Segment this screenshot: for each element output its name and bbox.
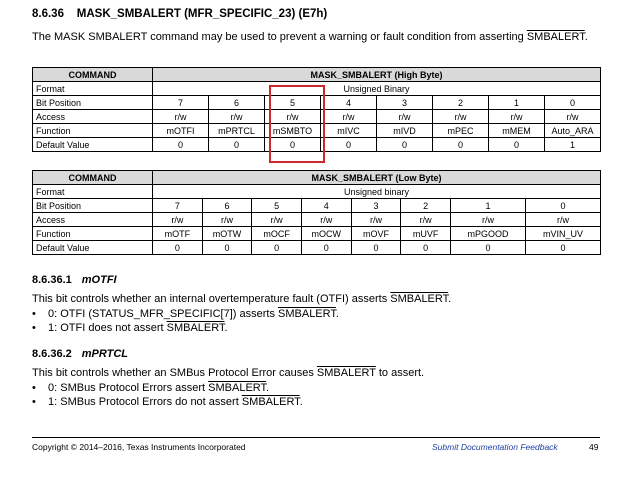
paragraph-text: This bit controls whether an SMBus Protocol Error causes	[32, 367, 317, 379]
smbalert-signal: SMBALERT	[390, 293, 449, 305]
row-label: Format	[33, 185, 153, 199]
table-cell: 0	[451, 241, 526, 255]
table-cell: 0	[526, 199, 601, 213]
subsection-heading-mprtcl	[32, 348, 128, 360]
footer-divider	[32, 437, 600, 438]
subsection-title: mPRTCL	[81, 348, 129, 360]
row-label: Default Value	[33, 138, 153, 152]
subsection-heading-motfi	[32, 274, 117, 286]
table-cell: 0	[153, 138, 209, 152]
intro-paragraph	[32, 31, 600, 44]
header-command: COMMAND	[33, 171, 153, 185]
table-cell: mOTW	[202, 227, 252, 241]
header-command: COMMAND	[33, 68, 153, 82]
table-cell: mPGOOD	[451, 227, 526, 241]
table-cell: 0	[351, 241, 401, 255]
section-heading	[32, 8, 327, 20]
table-cell: r/w	[526, 213, 601, 227]
section-title: MASK_SMBALERT (MFR_SPECIFIC_23) (E7h)	[76, 8, 328, 20]
format-value: Unsigned Binary	[153, 82, 601, 96]
table-cell: mVIN_UV	[526, 227, 601, 241]
table-cell: r/w	[351, 213, 401, 227]
row-label: Bit Position	[33, 96, 153, 110]
subsection-paragraph	[32, 292, 451, 306]
table-cell: 0	[202, 241, 252, 255]
table-cell: r/w	[433, 110, 489, 124]
paragraph-text: This bit controls whether an internal overtemperature fault (OTFI) asserts	[32, 293, 391, 305]
bullet-text: 1: SMBus Protocol Errors do not assert	[48, 396, 242, 408]
feedback-link[interactable]: Submit Documentation Feedback	[432, 442, 558, 452]
table-cell: r/w	[401, 213, 451, 227]
bullet-list	[32, 381, 303, 409]
header-register: MASK_SMBALERT (Low Byte)	[153, 171, 601, 185]
register-table-low-byte	[32, 170, 601, 255]
table-cell: mIVD	[377, 124, 433, 138]
table-cell: mMEM	[489, 124, 545, 138]
table-cell: 0	[526, 241, 601, 255]
table-cell: 4	[301, 199, 351, 213]
table-cell: r/w	[265, 110, 321, 124]
table-cell: mSMBTO	[265, 124, 321, 138]
table-row	[33, 199, 601, 213]
table-cell: mOVF	[351, 227, 401, 241]
row-label: Default Value	[33, 241, 153, 255]
row-label: Access	[33, 110, 153, 124]
table-cell: 7	[153, 96, 209, 110]
table-cell: mOCW	[301, 227, 351, 241]
smbalert-signal: SMBALERT	[278, 308, 336, 320]
table-cell: 1	[545, 138, 601, 152]
table-cell: 0	[489, 138, 545, 152]
table-row	[33, 241, 601, 255]
smbalert-signal: SMBALERT	[166, 322, 225, 334]
bullet-text-end: .	[335, 308, 339, 320]
table-cell: 1	[451, 199, 526, 213]
intro-text-end: .	[584, 31, 588, 43]
bullet-text: 0: OTFI (STATUS_MFR_SPECIFIC[7]) asserts	[48, 308, 279, 320]
table-cell: mUVF	[401, 227, 451, 241]
table-cell: 5	[265, 96, 321, 110]
table-cell: 0	[301, 241, 351, 255]
footer-copyright: Copyright © 2014–2016, Texas Instruments Incorporated	[32, 442, 246, 452]
smbalert-signal: SMBALERT	[208, 382, 267, 394]
table-cell: mOCF	[252, 227, 302, 241]
table-cell: 0	[545, 96, 601, 110]
bullet-text-end: .	[224, 322, 228, 334]
format-value: Unsigned binary	[153, 185, 601, 199]
row-label: Format	[33, 82, 153, 96]
smbalert-signal: SMBALERT	[316, 367, 376, 379]
row-label: Access	[33, 213, 153, 227]
table-cell: mIVC	[321, 124, 377, 138]
table-cell: r/w	[252, 213, 302, 227]
table-cell: 0	[377, 138, 433, 152]
table-cell: 6	[209, 96, 265, 110]
smbalert-signal: SMBALERT	[526, 31, 585, 43]
table-cell: r/w	[202, 213, 252, 227]
intro-text: The MASK SMBALERT command may be used to prevent a warning or fault condition from asserting	[32, 31, 527, 43]
table-cell: 0	[265, 138, 321, 152]
bullet-text-end: .	[266, 382, 270, 394]
table-cell: 6	[202, 199, 252, 213]
table-cell: r/w	[545, 110, 601, 124]
bullet-list	[32, 307, 339, 335]
table-cell: r/w	[153, 213, 203, 227]
list-item	[32, 321, 339, 335]
list-item	[32, 381, 303, 395]
table-row	[33, 213, 601, 227]
bullet-text: 0: SMBus Protocol Errors assert	[48, 382, 209, 394]
list-item	[32, 395, 303, 409]
row-label: Function	[33, 227, 153, 241]
table-cell: 3	[351, 199, 401, 213]
table-cell: mOTF	[153, 227, 203, 241]
table-header-row	[33, 171, 601, 185]
row-label: Bit Position	[33, 199, 153, 213]
table-row	[33, 185, 601, 199]
table-cell: 0	[209, 138, 265, 152]
table-cell: 4	[321, 96, 377, 110]
table-cell: mOTFI	[153, 124, 209, 138]
table-cell: 0	[252, 241, 302, 255]
table-cell: 0	[321, 138, 377, 152]
table-cell: r/w	[377, 110, 433, 124]
table-cell: 0	[433, 138, 489, 152]
table-cell: 3	[377, 96, 433, 110]
subsection-title: mOTFI	[81, 274, 117, 286]
section-number: 8.6.36	[32, 8, 64, 20]
table-cell: r/w	[489, 110, 545, 124]
header-register: MASK_SMBALERT (High Byte)	[153, 68, 601, 82]
subsection-paragraph	[32, 366, 424, 380]
table-cell: r/w	[209, 110, 265, 124]
table-cell: Auto_ARA	[545, 124, 601, 138]
paragraph-text-end: to assert.	[375, 367, 425, 379]
row-label: Function	[33, 124, 153, 138]
table-cell: 7	[153, 199, 203, 213]
table-cell: 5	[252, 199, 302, 213]
page-number: 49	[589, 442, 599, 452]
bullet-text-end: .	[299, 396, 303, 408]
highlight-box-bit5	[269, 85, 325, 163]
paragraph-text-end: .	[448, 293, 452, 305]
table-row	[33, 227, 601, 241]
subsection-number: 8.6.36.1	[32, 274, 72, 286]
table-header-row	[33, 68, 601, 82]
table-cell: 0	[153, 241, 203, 255]
list-item	[32, 307, 339, 321]
table-cell: r/w	[321, 110, 377, 124]
subsection-number: 8.6.36.2	[32, 348, 72, 360]
table-cell: r/w	[153, 110, 209, 124]
table-cell: 2	[401, 199, 451, 213]
table-cell: 1	[489, 96, 545, 110]
table-cell: 2	[433, 96, 489, 110]
table-cell: r/w	[301, 213, 351, 227]
bullet-text: 1: OTFI does not assert	[48, 322, 167, 334]
table-cell: mPRTCL	[209, 124, 265, 138]
table-cell: 0	[401, 241, 451, 255]
smbalert-signal: SMBALERT	[241, 396, 300, 408]
table-cell: mPEC	[433, 124, 489, 138]
table-cell: r/w	[451, 213, 526, 227]
